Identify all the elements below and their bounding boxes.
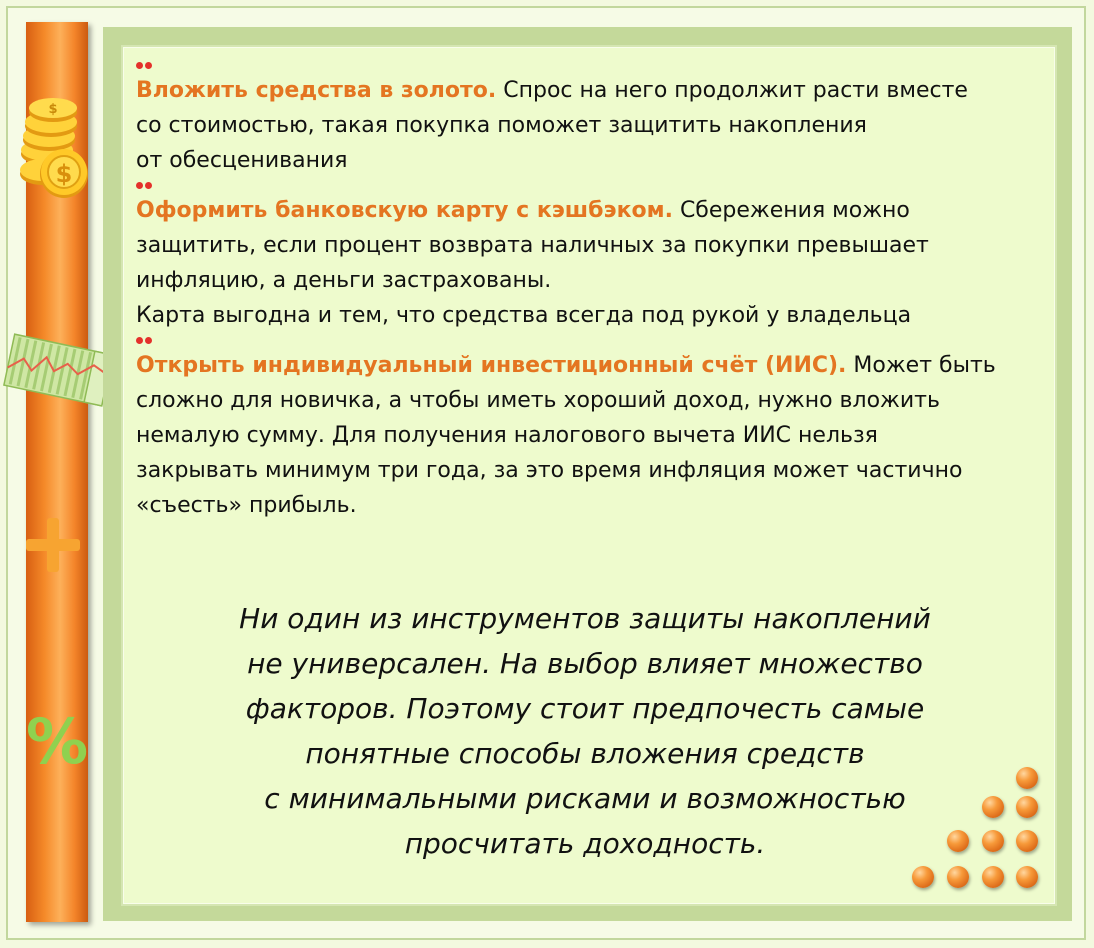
ball	[947, 830, 969, 852]
list-item	[136, 178, 1046, 333]
bullet-icon	[136, 333, 1046, 348]
conclusion-text	[160, 596, 1010, 866]
item-text: со стоимостью, такая покупка поможет защитить накопления	[136, 113, 867, 138]
plus-icon	[26, 518, 80, 572]
bullet-icon	[136, 58, 1046, 73]
svg-text:$: $	[48, 102, 58, 117]
coin-stack-icon	[14, 92, 94, 204]
ball	[947, 866, 969, 888]
ball	[1016, 767, 1038, 789]
item-text: Спрос на него продолжит расти вместе	[496, 78, 968, 103]
percent-icon: %	[25, 705, 89, 778]
conclusion-line: не универсален. На выбор влияет множество	[247, 647, 923, 680]
item-title: Вложить средства в золото.	[136, 78, 497, 103]
conclusion-line: просчитать доходность.	[404, 827, 766, 860]
item-title: Открыть индивидуальный инвестиционный счёт (ИИС).	[136, 353, 847, 378]
banknote-chart-icon	[2, 330, 114, 412]
bullet-icon	[136, 178, 1046, 193]
ball	[1016, 796, 1038, 818]
item-text: Карта выгодна и тем, что средства всегда под рукой у владельца	[136, 303, 912, 328]
item-text: защитить, если процент возврата наличных за покупки превышает	[136, 233, 929, 258]
ball	[912, 866, 934, 888]
conclusion-line: с минимальными рисками и возможностью	[264, 782, 906, 815]
ball	[982, 830, 1004, 852]
list-item	[136, 58, 1046, 178]
item-title: Оформить банковскую карту с кэшбэком.	[136, 198, 673, 223]
item-text: закрывать минимум три года, за это время инфляция может частично	[136, 458, 963, 483]
item-text: немалую сумму. Для получения налогового вычета ИИС нельзя	[136, 423, 878, 448]
ball	[982, 796, 1004, 818]
svg-text:$: $	[55, 160, 73, 188]
ball	[1016, 830, 1038, 852]
item-text: инфляцию, а деньги застрахованы.	[136, 268, 552, 293]
item-text: Сбережения можно	[672, 198, 910, 223]
advice-list	[136, 58, 1046, 523]
ball	[982, 866, 1004, 888]
conclusion-line: Ни один из инструментов защиты накоплений	[239, 602, 931, 635]
item-text: сложно для новичка, а чтобы иметь хороший доход, нужно вложить	[136, 388, 940, 413]
conclusion-line: факторов. Поэтому стоит предпочесть самые	[245, 692, 925, 725]
ball	[1016, 866, 1038, 888]
item-text: от обесценивания	[136, 148, 348, 173]
item-text: Может быть	[846, 353, 996, 378]
item-text: «съесть» прибыль.	[136, 493, 357, 518]
list-item	[136, 333, 1046, 523]
conclusion-line: понятные способы вложения средств	[305, 737, 865, 770]
